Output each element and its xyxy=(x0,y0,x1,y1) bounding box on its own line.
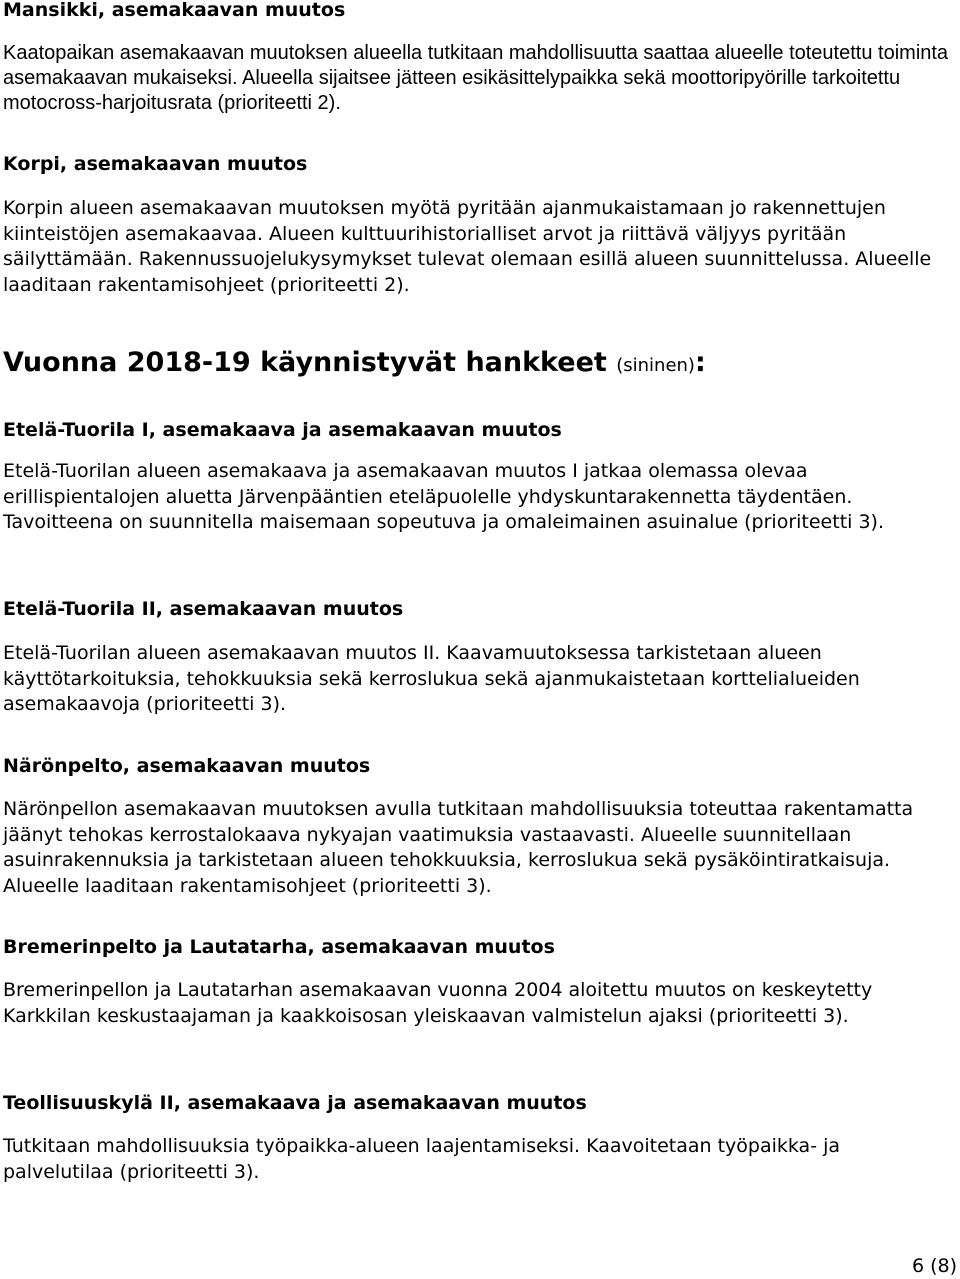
project-heading-etela-tuorila-1: Etelä-Tuorila I, asemakaava ja asemakaavan muutos xyxy=(3,419,562,441)
project-heading-etela-tuorila-2: Etelä-Tuorila II, asemakaavan muutos xyxy=(3,598,404,620)
project-heading-teollisuuskyla: Teollisuuskylä II, asemakaava ja asemakaavan muutos xyxy=(3,1092,587,1114)
page-number: 6 (8) xyxy=(911,1255,957,1277)
project-body-bremerinpelto: Bremerinpellon ja Lautatarhan asemakaavan vuonna 2004 aloitettu muutos on keskeytetty Karkkilan keskustaajaman ja kaakkoisosan yleiskaavan valmistelun ajaksi (prioriteetti 3). xyxy=(3,979,873,1027)
project-body-naronpelto: Närönpellon asemakaavan muutoksen avulla tutkitaan mahdollisuuksia toteuttaa rakentamatta jäänyt tehokas kerrostalokaava nykyajan vaatimuksia vastaavasti. Alueelle suunnitellaan asuinrakennuksia ja tarkistetaan alueen tehokkuuksia, kerroslukua sekä pysäköintiratkaisuja. Alueelle laaditaan rakentamisohjeet (prioriteetti 3). xyxy=(3,798,914,897)
main-heading xyxy=(3,346,953,383)
project-body-etela-tuorila-1: Etelä-Tuorilan alueen asemakaava ja asemakaavan muutos I jatkaa olemassa olevaa erillispientalojen aluetta Järvenpääntien eteläpuolelle yhdyskuntarakennetta täydentäen. Tavoitteena on suunnitella maisemaan sopeutuva ja omaleimainen asuinalue (prioriteetti 3). xyxy=(3,460,885,533)
section-body-mansikki: Kaatopaikan asemakaavan muutoksen alueella tutkitaan mahdollisuutta saattaa alueelle toteutettu toiminta asemakaavan mukaiseksi. Alueella sijaitsee jätteen esikäsittelypaikka sekä moottoripyörille tarkoitettu motocross-harjoitusrata (prioriteetti 2). xyxy=(3,42,949,114)
project-heading-naronpelto: Närönpelto, asemakaavan muutos xyxy=(3,755,371,777)
main-heading-title: Vuonna 2018-19 käynnistyvät hankkeet xyxy=(3,347,607,378)
main-heading-note: (sininen) xyxy=(616,355,695,376)
section-heading-mansikki: Mansikki, asemakaavan muutos xyxy=(3,0,346,21)
project-heading-bremerinpelto: Bremerinpelto ja Lautatarha, asemakaavan muutos xyxy=(3,936,555,958)
section-body-korpi: Korpin alueen asemakaavan muutoksen myötä pyritään ajanmukaistamaan jo rakennettujen kiinteistöjen asemakaavaa. Alueen kulttuurihistorialliset arvot ja riittävä väljyys pyritään säilyttämään. Rakennussuojelukysymykset tulevat olemaan esillä alueen suunnittelussa. Alueelle laaditaan rakentamisohjeet (prioriteetti 2). xyxy=(3,197,932,296)
project-body-etela-tuorila-2: Etelä-Tuorilan alueen asemakaavan muutos II. Kaavamuutoksessa tarkistetaan alueen käyttötarkoituksia, tehokkuuksia sekä kerroslukua sekä ajanmukaistetaan korttelialueiden asemakaavoja (prioriteetti 3). xyxy=(3,642,860,715)
project-body-teollisuuskyla: Tutkitaan mahdollisuuksia työpaikka-alueen laajentamiseksi. Kaavoitetaan työpaikka- ja palvelutilaa (prioriteetti 3). xyxy=(3,1135,841,1183)
main-heading-colon: : xyxy=(694,347,706,378)
section-heading-korpi: Korpi, asemakaavan muutos xyxy=(3,153,308,175)
